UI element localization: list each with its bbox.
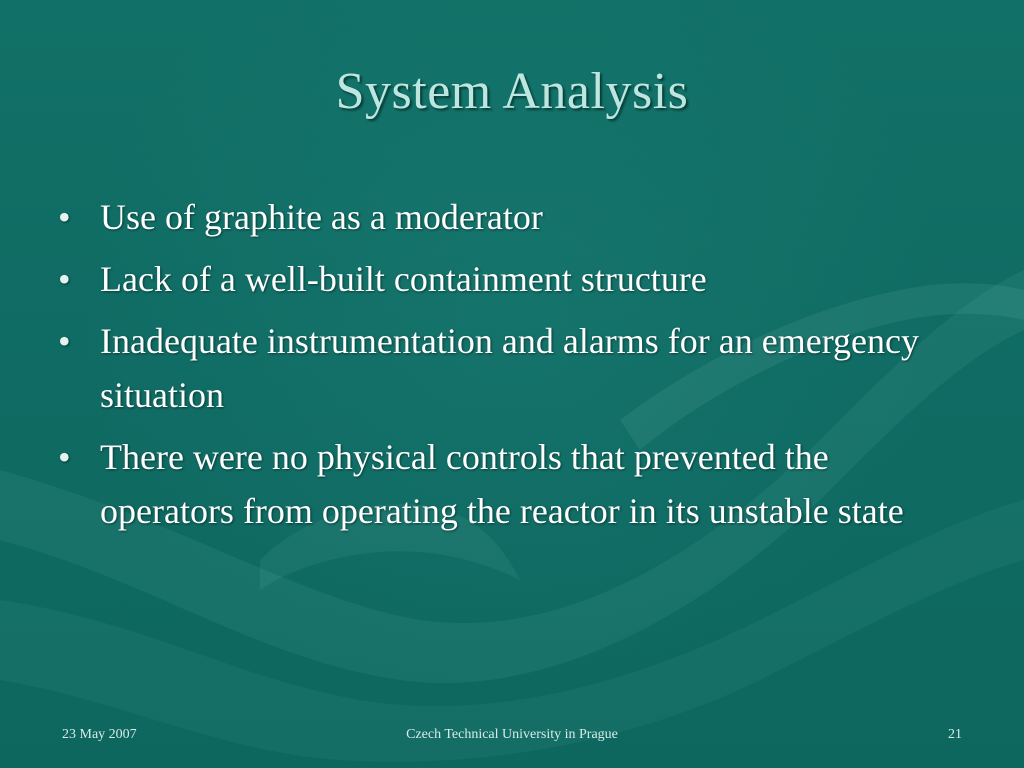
footer-date: 23 May 2007 (62, 727, 137, 742)
bullet-item (58, 252, 958, 306)
bullet-icon: • (58, 321, 71, 361)
bullet-icon: • (58, 437, 71, 477)
bullet-text: There were no physical controls that prevented the operators from operating the reactor in its unstable state (100, 437, 904, 531)
bullet-list (58, 190, 958, 546)
footer-organization: Czech Technical University in Prague (406, 727, 618, 742)
bullet-item (58, 190, 958, 244)
bullet-item (58, 314, 958, 422)
bullet-text: Inadequate instrumentation and alarms for an emergency situation (100, 321, 920, 415)
bullet-item (58, 430, 958, 538)
bullet-icon: • (58, 197, 71, 237)
bullet-text: Use of graphite as a moderator (100, 197, 543, 237)
slide-title: System Analysis (335, 63, 689, 120)
bullet-icon: • (58, 259, 71, 299)
bullet-text: Lack of a well-built containment structure (100, 259, 707, 299)
footer-page-number: 21 (948, 727, 962, 742)
